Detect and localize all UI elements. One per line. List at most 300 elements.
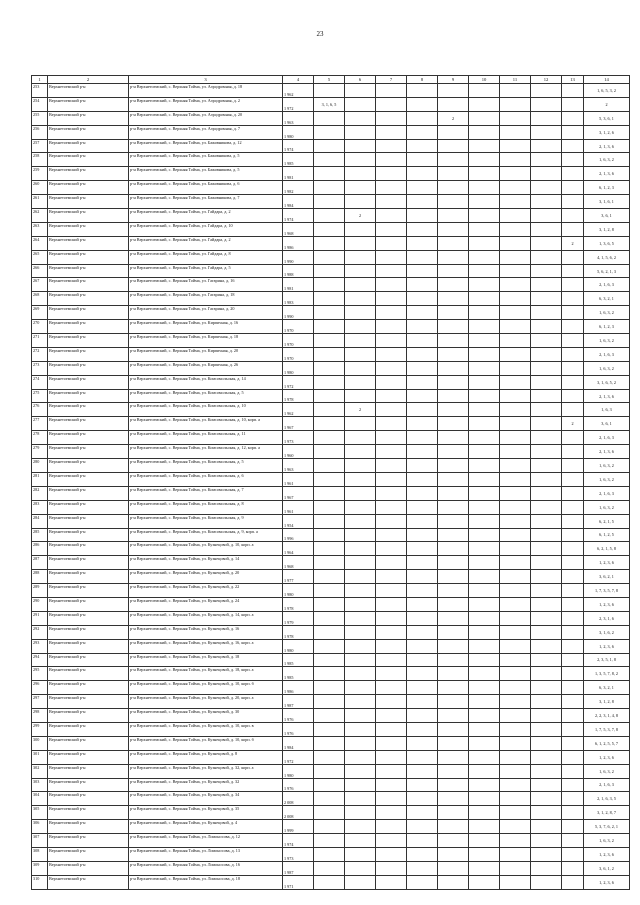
period-cell-6 <box>345 556 376 570</box>
period-cell-12 <box>531 459 562 473</box>
period-cell-8 <box>407 820 438 834</box>
year-cell: 1 985 <box>283 667 314 681</box>
period-cell-13 <box>562 542 584 556</box>
period-cell-10 <box>469 556 500 570</box>
period-cell-6 <box>345 347 376 361</box>
period-cell-12 <box>531 514 562 528</box>
period-cell-6 <box>345 709 376 723</box>
year-cell: 1 960 <box>283 445 314 459</box>
period-cell-6 <box>345 736 376 750</box>
table-row <box>32 306 630 320</box>
district-cell: Верхнетоемский р-н <box>48 111 129 125</box>
district-cell: Верхнетоемский р-н <box>48 861 129 875</box>
works-codes-cell: 1, 7, 3, 5, 7, 8 <box>584 584 630 598</box>
period-cell-10 <box>469 764 500 778</box>
period-cell-10 <box>469 334 500 348</box>
period-cell-7 <box>376 181 407 195</box>
period-cell-7 <box>376 278 407 292</box>
table-row <box>32 417 630 431</box>
period-cell-9 <box>438 667 469 681</box>
period-cell-8 <box>407 209 438 223</box>
period-cell-9 <box>438 445 469 459</box>
period-cell-9 <box>438 306 469 320</box>
column-header: 1 <box>32 76 48 84</box>
period-cell-9 <box>438 236 469 250</box>
row-number: 280 <box>32 459 48 473</box>
period-cell-8 <box>407 597 438 611</box>
table-row <box>32 250 630 264</box>
period-cell-11 <box>500 250 531 264</box>
period-cell-5 <box>314 375 345 389</box>
period-cell-10 <box>469 195 500 209</box>
address-cell: р-н Верхнетоемский, с. Верхняя Тойма, ул. Кузнецовой, д. 16, корп. а <box>129 639 283 653</box>
period-cell-9 <box>438 764 469 778</box>
district-cell: Верхнетоемский р-н <box>48 167 129 181</box>
period-cell-13 <box>562 695 584 709</box>
period-cell-6 <box>345 722 376 736</box>
period-cell-9 <box>438 278 469 292</box>
period-cell-12 <box>531 181 562 195</box>
period-cell-6 <box>345 389 376 403</box>
period-cell-7 <box>376 556 407 570</box>
period-cell-13: 2 <box>562 236 584 250</box>
address-cell: р-н Верхнетоемский, с. Верхняя Тойма, ул. Комсомольская, д. 10 <box>129 403 283 417</box>
district-cell: Верхнетоемский р-н <box>48 625 129 639</box>
period-cell-7 <box>376 681 407 695</box>
period-cell-11 <box>500 195 531 209</box>
period-cell-10 <box>469 403 500 417</box>
period-cell-6 <box>345 361 376 375</box>
period-cell-11 <box>500 514 531 528</box>
period-cell-13 <box>562 653 584 667</box>
period-cell-6 <box>345 834 376 848</box>
period-cell-10 <box>469 445 500 459</box>
period-cell-8 <box>407 195 438 209</box>
works-codes-cell: 2, 3, 1, 6 <box>584 611 630 625</box>
row-number: 279 <box>32 445 48 459</box>
period-cell-5 <box>314 681 345 695</box>
row-number: 275 <box>32 389 48 403</box>
row-number: 299 <box>32 722 48 736</box>
period-cell-13 <box>562 431 584 445</box>
address-cell: р-н Верхнетоемский, с. Верхняя Тойма, ул. Комсомольская, д. 9, корп. а <box>129 528 283 542</box>
works-codes-cell: 2, 2, 3, 1, 4, 8 <box>584 709 630 723</box>
period-cell-11 <box>500 236 531 250</box>
period-cell-9 <box>438 181 469 195</box>
address-cell: р-н Верхнетоемский, с. Верхняя Тойма, ул. Гагарина, д. 18 <box>129 292 283 306</box>
period-cell-5 <box>314 792 345 806</box>
district-cell: Верхнетоемский р-н <box>48 847 129 861</box>
period-cell-7 <box>376 431 407 445</box>
period-cell-12 <box>531 431 562 445</box>
period-cell-6 <box>345 764 376 778</box>
period-cell-11 <box>500 847 531 861</box>
period-cell-10 <box>469 611 500 625</box>
period-cell-11 <box>500 167 531 181</box>
period-cell-6 <box>345 472 376 486</box>
works-codes-cell: 1, 2, 3, 6 <box>584 875 630 889</box>
address-cell: р-н Верхнетоемский, с. Верхняя Тойма, ул. Кузнецовой, д. 20, корп. а <box>129 695 283 709</box>
period-cell-10 <box>469 597 500 611</box>
address-cell: р-н Верхнетоемский, с. Верхняя Тойма, ул. Кузнецовой, д. 10, корп. в <box>129 722 283 736</box>
row-number: 254 <box>32 97 48 111</box>
year-cell: 1 990 <box>283 250 314 264</box>
period-cell-10 <box>469 347 500 361</box>
period-cell-11 <box>500 778 531 792</box>
period-cell-9 <box>438 347 469 361</box>
period-cell-10 <box>469 375 500 389</box>
works-codes-cell: 6, 1, 2, 3 <box>584 320 630 334</box>
period-cell-12 <box>531 584 562 598</box>
year-cell: 1 977 <box>283 570 314 584</box>
row-number: 307 <box>32 834 48 848</box>
period-cell-8 <box>407 125 438 139</box>
period-cell-13 <box>562 528 584 542</box>
period-cell-12 <box>531 597 562 611</box>
period-cell-7 <box>376 625 407 639</box>
row-number: 294 <box>32 653 48 667</box>
year-cell: 1 981 <box>283 278 314 292</box>
year-cell: 1 974 <box>283 139 314 153</box>
period-cell-13 <box>562 792 584 806</box>
period-cell-9 <box>438 611 469 625</box>
works-codes-cell: 1, 6, 3, 2 <box>584 834 630 848</box>
period-cell-6 <box>345 250 376 264</box>
table-row <box>32 389 630 403</box>
period-cell-6 <box>345 97 376 111</box>
year-cell: 1 976 <box>283 709 314 723</box>
row-number: 291 <box>32 611 48 625</box>
row-number: 281 <box>32 472 48 486</box>
period-cell-13 <box>562 750 584 764</box>
period-cell-12 <box>531 764 562 778</box>
period-cell-6 <box>345 445 376 459</box>
period-cell-12 <box>531 570 562 584</box>
district-cell: Верхнетоемский р-н <box>48 320 129 334</box>
period-cell-10 <box>469 278 500 292</box>
year-cell: 1 973 <box>283 847 314 861</box>
district-cell: Верхнетоемский р-н <box>48 84 129 98</box>
period-cell-13 <box>562 847 584 861</box>
period-cell-11 <box>500 584 531 598</box>
period-cell-11 <box>500 681 531 695</box>
address-cell: р-н Верхнетоемский, с. Верхняя Тойма, ул. Аэродромная, д. 2 <box>129 97 283 111</box>
period-cell-6 <box>345 111 376 125</box>
period-cell-12 <box>531 278 562 292</box>
period-cell-9 <box>438 431 469 445</box>
column-header: 5 <box>314 76 345 84</box>
period-cell-9 <box>438 403 469 417</box>
period-cell-9 <box>438 125 469 139</box>
period-cell-8 <box>407 84 438 98</box>
period-cell-11 <box>500 834 531 848</box>
period-cell-5 <box>314 875 345 889</box>
district-cell: Верхнетоемский р-н <box>48 500 129 514</box>
period-cell-12 <box>531 542 562 556</box>
district-cell: Верхнетоемский р-н <box>48 347 129 361</box>
period-cell-6 <box>345 500 376 514</box>
period-cell-12 <box>531 792 562 806</box>
period-cell-8 <box>407 514 438 528</box>
period-cell-8 <box>407 111 438 125</box>
period-cell-12 <box>531 292 562 306</box>
column-header: 12 <box>531 76 562 84</box>
period-cell-9 <box>438 597 469 611</box>
period-cell-11 <box>500 875 531 889</box>
period-cell-6 <box>345 528 376 542</box>
period-cell-5 <box>314 556 345 570</box>
period-cell-10 <box>469 847 500 861</box>
period-cell-8 <box>407 542 438 556</box>
period-cell-9 <box>438 542 469 556</box>
period-cell-5 <box>314 459 345 473</box>
period-cell-7 <box>376 153 407 167</box>
period-cell-13 <box>562 875 584 889</box>
district-cell: Верхнетоемский р-н <box>48 125 129 139</box>
period-cell-12 <box>531 625 562 639</box>
period-cell-12 <box>531 84 562 98</box>
period-cell-6 <box>345 334 376 348</box>
period-cell-5 <box>314 195 345 209</box>
period-cell-6 <box>345 861 376 875</box>
period-cell-6 <box>345 264 376 278</box>
period-cell-11 <box>500 306 531 320</box>
row-number: 285 <box>32 528 48 542</box>
period-cell-13 <box>562 500 584 514</box>
address-cell: р-н Верхнетоемский, с. Верхняя Тойма, ул. Комсомольская, д. 14 <box>129 375 283 389</box>
period-cell-7 <box>376 528 407 542</box>
district-cell: Верхнетоемский р-н <box>48 278 129 292</box>
period-cell-7 <box>376 472 407 486</box>
period-cell-8 <box>407 792 438 806</box>
row-number: 301 <box>32 750 48 764</box>
district-cell: Верхнетоемский р-н <box>48 528 129 542</box>
period-cell-7 <box>376 639 407 653</box>
period-cell-13 <box>562 722 584 736</box>
period-cell-7 <box>376 459 407 473</box>
period-cell-12 <box>531 806 562 820</box>
period-cell-7 <box>376 792 407 806</box>
period-cell-9 <box>438 375 469 389</box>
period-cell-8 <box>407 472 438 486</box>
period-cell-7 <box>376 375 407 389</box>
row-number: 274 <box>32 375 48 389</box>
header-row <box>32 76 630 84</box>
period-cell-10 <box>469 625 500 639</box>
period-cell-10 <box>469 570 500 584</box>
period-cell-12 <box>531 306 562 320</box>
year-cell: 1 980 <box>283 361 314 375</box>
works-codes-cell: 2 <box>584 97 630 111</box>
period-cell-12 <box>531 695 562 709</box>
table-row <box>32 320 630 334</box>
column-header: 14 <box>584 76 630 84</box>
row-number: 292 <box>32 625 48 639</box>
period-cell-5 <box>314 667 345 681</box>
address-cell: р-н Верхнетоемский, с. Верхняя Тойма, ул. Бажовникова, д. 7 <box>129 195 283 209</box>
row-number: 309 <box>32 861 48 875</box>
district-cell: Верхнетоемский р-н <box>48 403 129 417</box>
address-cell: р-н Верхнетоемский, с. Верхняя Тойма, ул. Аэродромная, д. 7 <box>129 125 283 139</box>
year-cell: 1 978 <box>283 625 314 639</box>
period-cell-11 <box>500 389 531 403</box>
period-cell-13 <box>562 681 584 695</box>
works-codes-cell: 3, 6, 2, 1 <box>584 570 630 584</box>
row-number: 272 <box>32 347 48 361</box>
address-cell: р-н Верхнетоемский, с. Верхняя Тойма, ул. Гайдара, д. 5 <box>129 264 283 278</box>
year-cell: 1 985 <box>283 653 314 667</box>
period-cell-6 <box>345 653 376 667</box>
period-cell-7 <box>376 236 407 250</box>
table-row <box>32 181 630 195</box>
row-number: 269 <box>32 306 48 320</box>
table-row <box>32 459 630 473</box>
column-header: 10 <box>469 76 500 84</box>
district-cell: Верхнетоемский р-н <box>48 722 129 736</box>
district-cell: Верхнетоемский р-н <box>48 556 129 570</box>
period-cell-13 <box>562 347 584 361</box>
district-cell: Верхнетоемский р-н <box>48 195 129 209</box>
period-cell-5 <box>314 820 345 834</box>
period-cell-9 <box>438 486 469 500</box>
period-cell-9 <box>438 722 469 736</box>
period-cell-8 <box>407 528 438 542</box>
period-cell-12 <box>531 125 562 139</box>
period-cell-11 <box>500 570 531 584</box>
period-cell-11 <box>500 97 531 111</box>
period-cell-8 <box>407 292 438 306</box>
period-cell-10 <box>469 222 500 236</box>
district-cell: Верхнетоемский р-н <box>48 695 129 709</box>
period-cell-8 <box>407 584 438 598</box>
period-cell-7 <box>376 347 407 361</box>
address-cell: р-н Верхнетоемский, с. Верхняя Тойма, ул. Кузнецовой, д. 18, корп. а <box>129 667 283 681</box>
row-number: 286 <box>32 542 48 556</box>
period-cell-6 <box>345 125 376 139</box>
period-cell-5 <box>314 695 345 709</box>
period-cell-11 <box>500 264 531 278</box>
period-cell-13 <box>562 570 584 584</box>
period-cell-12 <box>531 209 562 223</box>
district-cell: Верхнетоемский р-н <box>48 417 129 431</box>
table-row <box>32 111 630 125</box>
table-row <box>32 431 630 445</box>
period-cell-9 <box>438 97 469 111</box>
period-cell-7 <box>376 570 407 584</box>
district-cell: Верхнетоемский р-н <box>48 292 129 306</box>
year-cell: 1 982 <box>283 181 314 195</box>
works-codes-cell: 2, 1, 6, 3 <box>584 486 630 500</box>
year-cell: 1 968 <box>283 222 314 236</box>
works-codes-cell: 6, 1, 2, 5, 5, 7 <box>584 736 630 750</box>
period-cell-5 <box>314 472 345 486</box>
period-cell-11 <box>500 111 531 125</box>
period-cell-11 <box>500 125 531 139</box>
period-cell-5 <box>314 209 345 223</box>
period-cell-11 <box>500 722 531 736</box>
district-cell: Верхнетоемский р-н <box>48 431 129 445</box>
period-cell-6: 2 <box>345 209 376 223</box>
period-cell-8 <box>407 431 438 445</box>
table-row <box>32 278 630 292</box>
table-row <box>32 847 630 861</box>
period-cell-6 <box>345 681 376 695</box>
period-cell-12 <box>531 250 562 264</box>
address-cell: р-н Верхнетоемский, с. Верхняя Тойма, ул. Кирпичная, д. 18 <box>129 334 283 348</box>
table-row <box>32 445 630 459</box>
period-cell-6 <box>345 667 376 681</box>
table-row <box>32 806 630 820</box>
period-cell-9 <box>438 806 469 820</box>
period-cell-13 <box>562 375 584 389</box>
table-row <box>32 403 630 417</box>
row-number: 278 <box>32 431 48 445</box>
works-codes-cell: 1, 2, 3, 6 <box>584 639 630 653</box>
period-cell-5 <box>314 806 345 820</box>
period-cell-6 <box>345 875 376 889</box>
year-cell: 1 962 <box>283 84 314 98</box>
row-number: 258 <box>32 153 48 167</box>
period-cell-5 <box>314 306 345 320</box>
address-cell: р-н Верхнетоемский, с. Верхняя Тойма, ул. Бажовникова, д. 12 <box>129 139 283 153</box>
table-row <box>32 875 630 889</box>
row-number: 256 <box>32 125 48 139</box>
period-cell-9 <box>438 292 469 306</box>
address-cell: р-н Верхнетоемский, с. Верхняя Тойма, ул. Гагарина, д. 20 <box>129 306 283 320</box>
period-cell-10 <box>469 528 500 542</box>
period-cell-6 <box>345 820 376 834</box>
district-cell: Верхнетоемский р-н <box>48 236 129 250</box>
district-cell: Верхнетоемский р-н <box>48 181 129 195</box>
period-cell-7 <box>376 417 407 431</box>
period-cell-8 <box>407 278 438 292</box>
address-cell: р-н Верхнетоемский, с. Верхняя Тойма, ул. Кузнецовой, д. 18 <box>129 653 283 667</box>
district-cell: Верхнетоемский р-н <box>48 472 129 486</box>
period-cell-6 <box>345 139 376 153</box>
period-cell-7 <box>376 222 407 236</box>
period-cell-11 <box>500 764 531 778</box>
period-cell-5 <box>314 264 345 278</box>
period-cell-9 <box>438 639 469 653</box>
period-cell-10 <box>469 417 500 431</box>
period-cell-7 <box>376 653 407 667</box>
table-row <box>32 347 630 361</box>
period-cell-12 <box>531 556 562 570</box>
period-cell-10 <box>469 861 500 875</box>
period-cell-11 <box>500 486 531 500</box>
address-cell: р-н Верхнетоемский, с. Верхняя Тойма, ул. Гайдара, д. 2 <box>129 236 283 250</box>
period-cell-13 <box>562 181 584 195</box>
period-cell-6 <box>345 236 376 250</box>
period-cell-7 <box>376 403 407 417</box>
period-cell-12 <box>531 445 562 459</box>
period-cell-9 <box>438 222 469 236</box>
period-cell-11 <box>500 209 531 223</box>
period-cell-6 <box>345 431 376 445</box>
period-cell-9 <box>438 361 469 375</box>
table-row <box>32 792 630 806</box>
period-cell-11 <box>500 667 531 681</box>
period-cell-5 <box>314 389 345 403</box>
period-cell-10 <box>469 486 500 500</box>
period-cell-6 <box>345 153 376 167</box>
row-number: 282 <box>32 486 48 500</box>
address-cell: р-н Верхнетоемский, с. Верхняя Тойма, ул. Кузнецовой, д. 30 <box>129 709 283 723</box>
district-cell: Верхнетоемский р-н <box>48 222 129 236</box>
address-cell: р-н Верхнетоемский, с. Верхняя Тойма, ул. Комсомольская, д. 10, корп. а <box>129 417 283 431</box>
period-cell-13 <box>562 486 584 500</box>
table-row <box>32 486 630 500</box>
